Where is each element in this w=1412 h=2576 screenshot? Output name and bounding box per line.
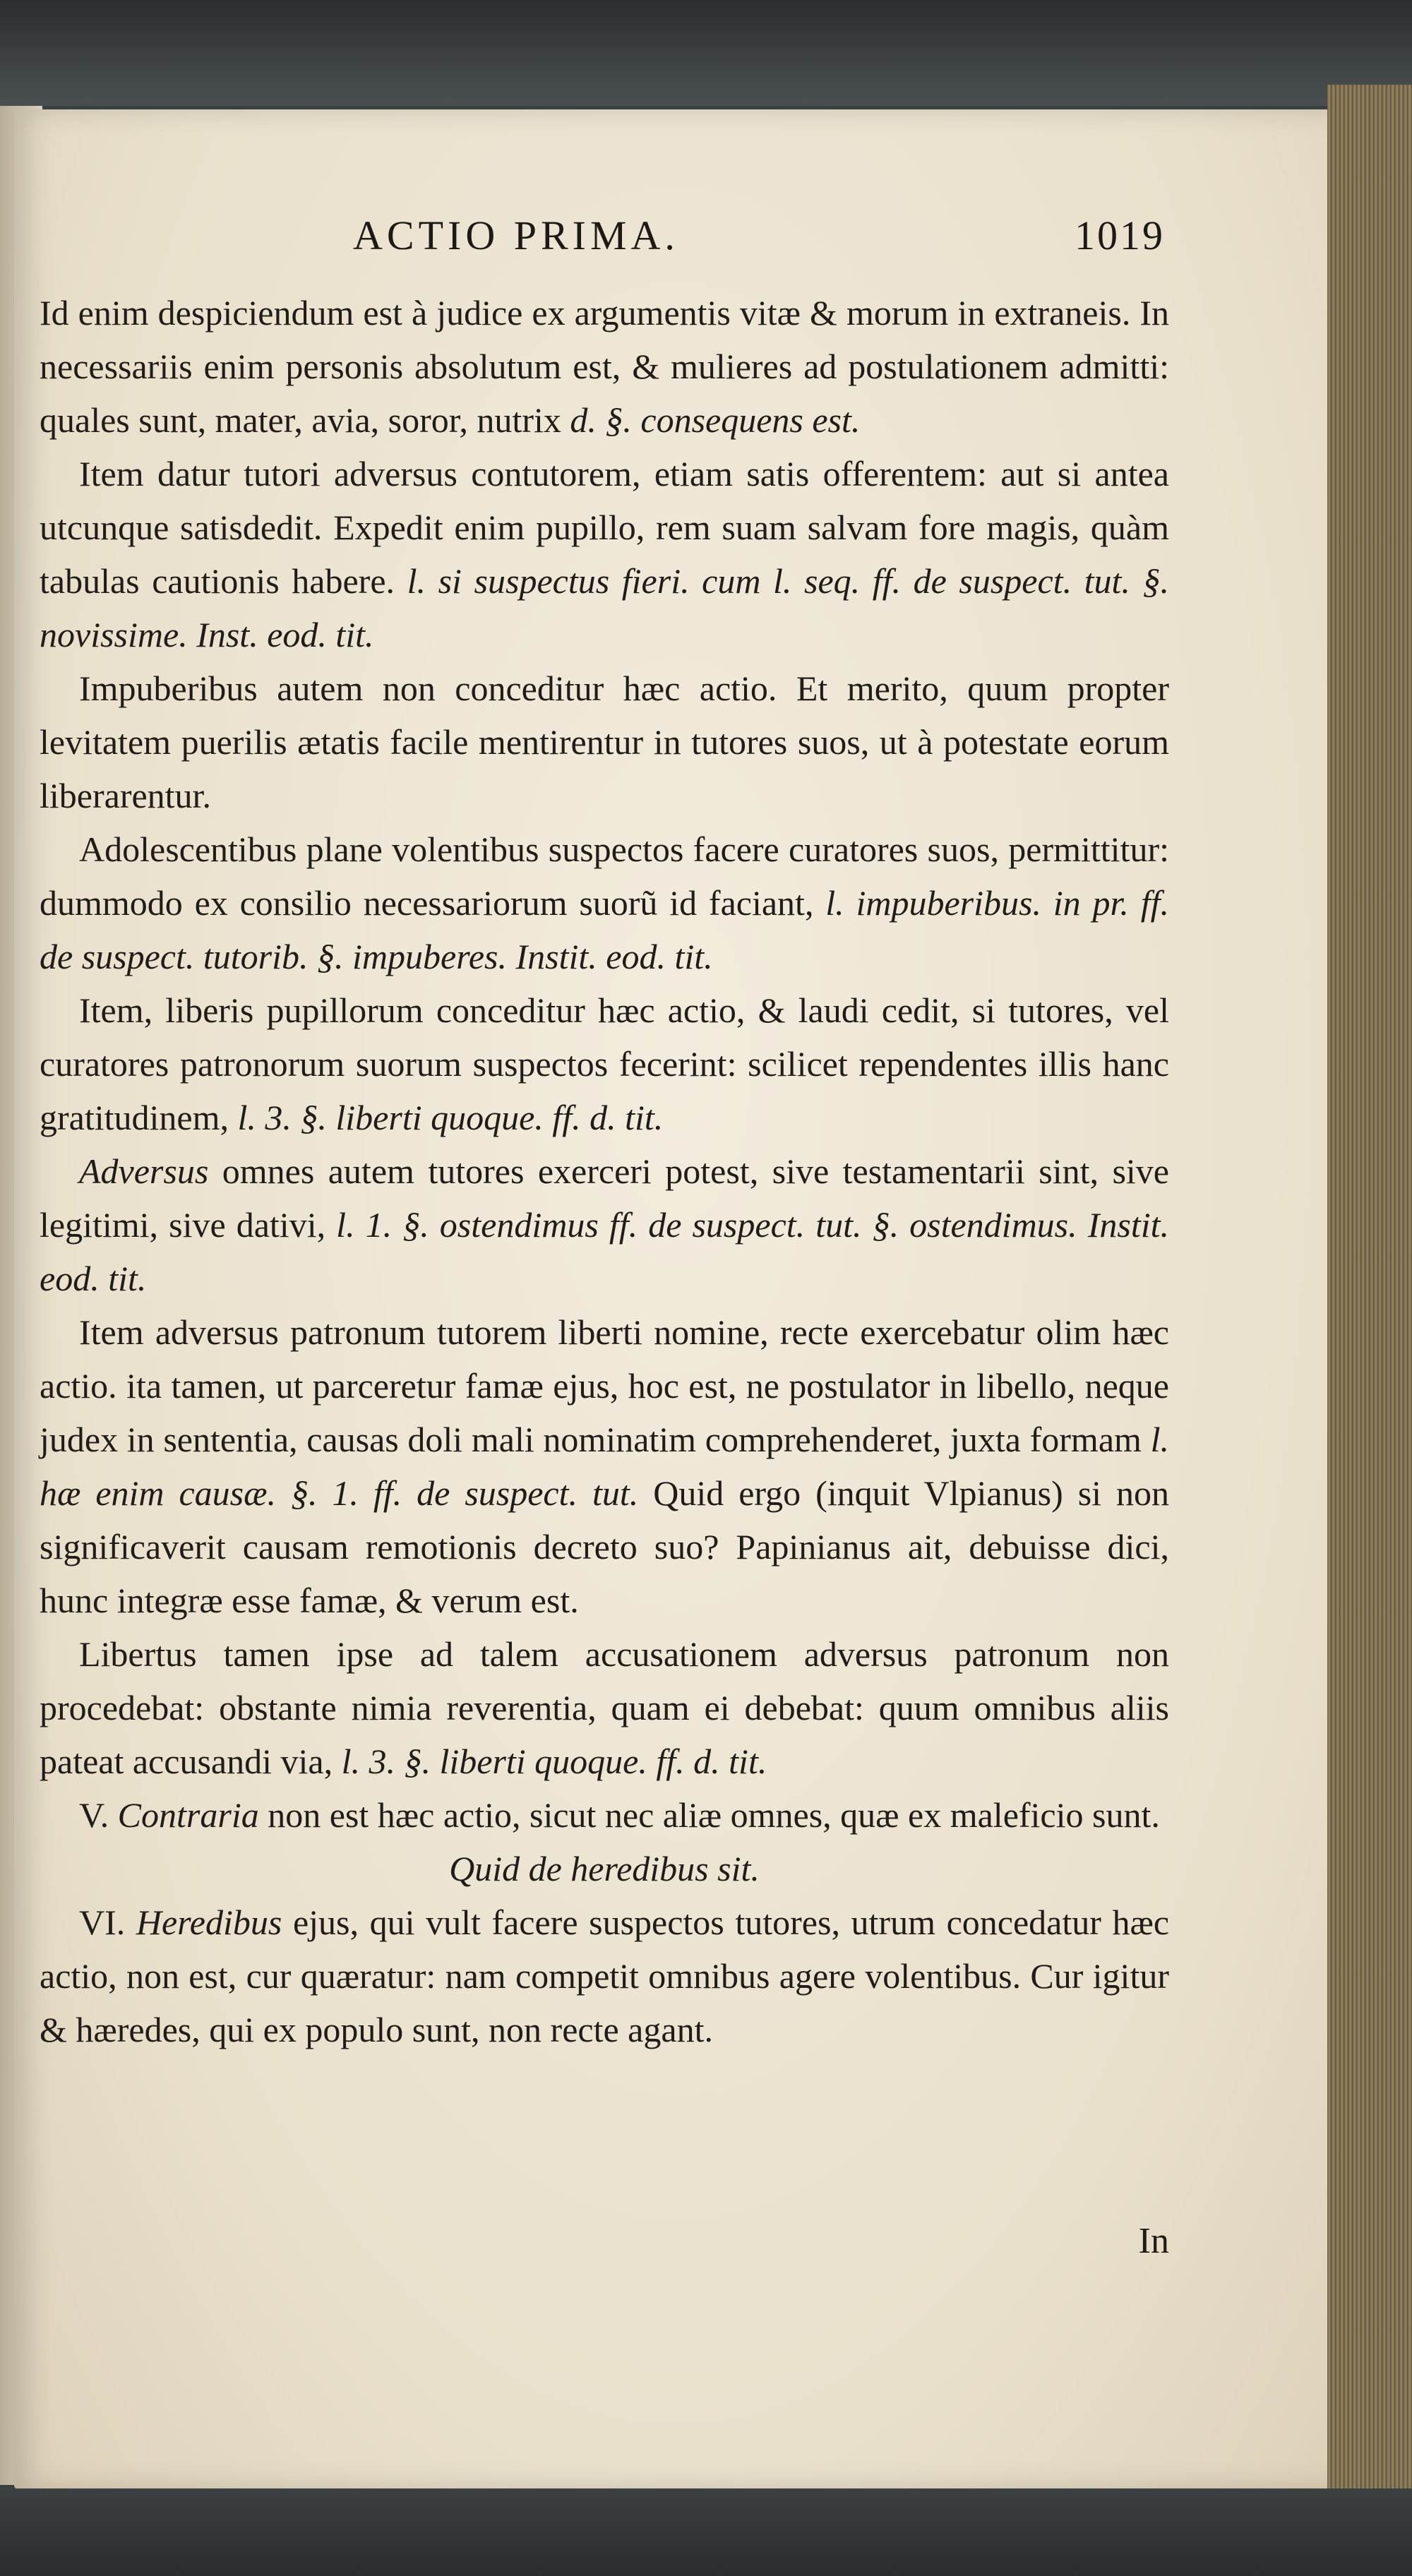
paragraph: Item datur tutori adversus contutorem, etiam satis offerentem: aut si antea utcunque satisdedit. Expedit enim pupillo, rem suam salvam fore magis, quàm tabulas cautionis habere. l. si suspectus fieri. cum l. seq. ff. de suspect. tut. §. novissime. Inst. eod. tit. [40,454,1170,654]
running-head: ACTIO PRIMA. [353,212,679,258]
citation: l. 1. §. ostendimus ff. de suspect. tut. §. ostendimus. Instit. eod. tit. [40,1205,1169,1298]
paragraph: Adversus omnes autem tutores exerceri potest, sive testamentarii sint, sive legitimi, sive dativi, l. 1. §. ostendimus ff. de suspect. tut. §. ostendimus. Instit. eod. tit. [40,1151,1169,1298]
section-numeral: V. [79,1795,109,1835]
lead-word: Contraria [117,1795,259,1835]
paragraph: Impuberibus autem non conceditur hæc actio. Et merito, quum propter levitatem puerilis ætatis facile mentirentur in tutores suos, ut à potestate eorum liberarentur. [40,669,1169,815]
page-number: 1019 [1075,212,1165,258]
paragraph: VI. Heredibus ejus, qui vult facere suspectos tutores, utrum concedatur hæc actio, non est, cur quæratur: nam competit omnibus agere volentibus. Cur igitur & hæredes, qui ex populo sunt, non recte agant. [40,1903,1170,2049]
page-fore-edge [1327,85,1412,2513]
paragraph: Libertus tamen ipse ad talem accusationem adversus patronum non procedebat: obstante nimia reverentia, quam ei debebat: quum omnibus aliis pateat accusandi via, l. 3. §. liberti quoque. ff. d. tit. [40,1634,1169,1781]
citation: l. 3. §. liberti quoque. ff. d. tit. [237,1098,664,1137]
paragraph: V. Contraria non est hæc actio, sicut nec aliæ omnes, quæ ex maleficio sunt. [79,1795,1160,1835]
section-heading: Quid de heredibus sit. [449,1849,760,1888]
paragraph: Id enim despiciendum est à judice ex argumentis vitæ & morum in extraneis. In necessariis enim personis absolutum est, & mulieres ad postulationem admitti: quales sunt, mater, avia, soror, nutrix d. §. consequens est. [40,293,1169,440]
citation: l. 3. §. liberti quoque. ff. d. tit. [341,1742,767,1781]
section-numeral: VI. [79,1903,126,1942]
paragraph: Item adversus patronum tutorem liberti nomine, recte exercebatur olim hæc actio. ita tamen, ut parceretur famæ ejus, hoc est, ne postulator in libello, neque judex in sententia, causas doli mali nominatim comprehenderet, juxta formam l. hæ enim causæ. §. 1. ff. de suspect. tut. Quid ergo (inquit Vlpianus) si non significaverit causam remotionis decreto suo? Papinianus ait, debuisse dici, hunc integræ esse famæ, & verum est. [40,1312,1170,1620]
lead-word: Adversus [79,1151,209,1191]
catchword: In [1138,2221,1169,2261]
paragraph: Item, liberis pupillorum conceditur hæc actio, & laudi cedit, si tutores, vel curatores patronorum suorum suspectos fecerint: scilicet rependentes illis hanc gratitudinem, l. 3. §. liberti quoque. ff. d. tit. [40,990,1169,1137]
citation: l. si suspectus fieri. cum l. seq. ff. de suspect. tut. §. novissime. Inst. eod. tit. [40,561,1170,654]
paragraph: Adolescentibus plane volentibus suspectos facere curatores suos, permittitur: dummodo ex consilio necessariorum suorũ id faciant, l. impuberibus. in pr. ff. de suspect. tutorib. §. impuberes. Instit. eod. tit. [40,829,1169,976]
citation: d. §. consequens est. [570,400,861,440]
catchword-area [40,0,1169,2576]
citation: l. hæ enim causæ. §. 1. ff. de suspect. tut. [40,1420,1170,1513]
lead-word: Heredibus [136,1903,282,1942]
citation: l. impuberibus. in pr. ff. de suspect. tutorib. §. impuberes. Instit. eod. tit. [40,883,1169,976]
